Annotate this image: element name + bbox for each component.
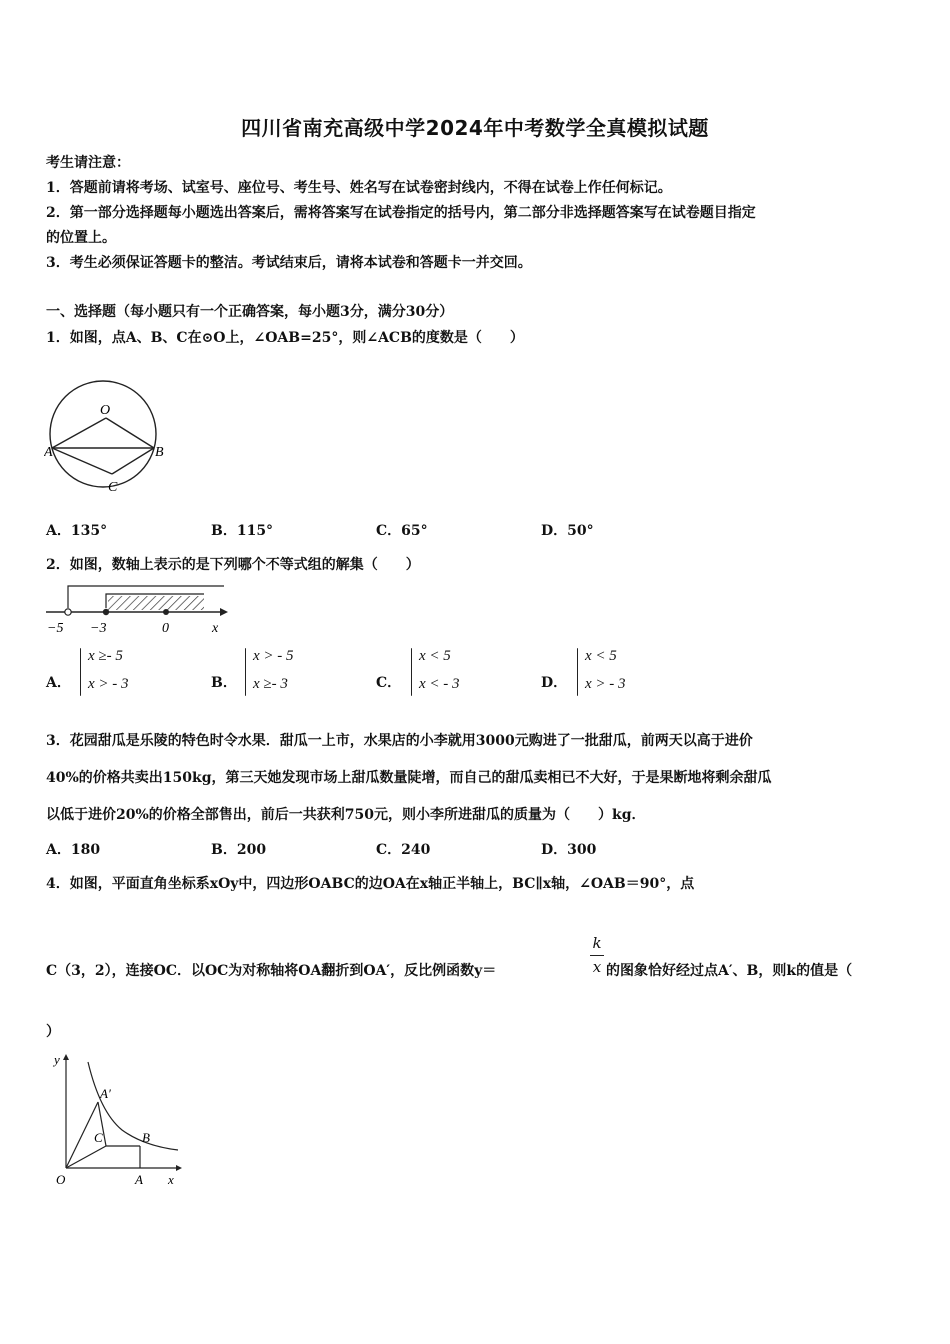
q2-option-a-line2: x > - 3 xyxy=(88,676,129,692)
q2-option-d-line1: x < 5 xyxy=(585,648,617,664)
q2-stem: 2．如图，数轴上表示的是下列哪个不等式组的解集（ ） xyxy=(46,557,420,573)
q2-axis-arrow xyxy=(220,608,228,616)
q4-label-b: B xyxy=(142,1130,150,1145)
q3-option-c: C．240 xyxy=(376,842,431,858)
q3-option-b: B．200 xyxy=(211,842,267,858)
notice-heading: 考生请注意： xyxy=(46,155,130,171)
q2-option-c-letter: C． xyxy=(376,675,402,691)
q3-line-3: 以低于进价20%的价格全部售出，前后一共获利750元，则小李所进甜瓜的质量为（ ）kg． xyxy=(46,807,646,823)
q1-chord-cb xyxy=(112,448,154,474)
q2-option-b-letter: B． xyxy=(211,675,237,691)
notice-item-2: 2．第一部分选择题每小题选出答案后，需将答案写在试卷指定的括号内，第二部分非选择题答案写在试卷题目指定 xyxy=(46,205,756,221)
q2-tick-minus3: −3 xyxy=(90,621,107,636)
q2-option-a-brace xyxy=(80,648,81,696)
q1-option-a: A．135° xyxy=(46,523,108,539)
q3-option-a: A．180 xyxy=(46,842,101,858)
q2-tick-zero: 0 xyxy=(162,621,169,636)
q3-line-2: 40%的价格共卖出150kg，第三天她发现市场上甜瓜数量陡增，而自己的甜瓜卖相已不大好，于是果断地将剩余甜瓜 xyxy=(46,770,772,786)
q2-axis-x-label: x xyxy=(212,621,219,636)
q4-line-2a: C（3，2），连接OC．以OC为对称轴将OA翻折到OA′，反比例函数y＝ xyxy=(46,963,497,979)
q3-line-1: 3．花园甜瓜是乐陵的特色时令水果．甜瓜一上市，水果店的小李就用3000元购进了一批甜瓜，前两天以高于进价 xyxy=(46,733,753,749)
q2-option-d-line2: x > - 3 xyxy=(585,676,626,692)
q4-line-1: 4．如图，平面直角坐标系xOy中，四边形OABC的边OA在x轴正半轴上，BC∥x轴，∠OAB＝90°，点 xyxy=(46,876,695,892)
q4-label-a-prime: A′ xyxy=(100,1086,111,1101)
q4-line-2b: 的图象恰好经过点A′、B，则k的值是（ xyxy=(606,963,853,979)
q4-fraction-numerator: k xyxy=(592,934,602,952)
notice-item-1: 1．答题前请将考场、试室号、座位号、考生号、姓名写在试卷密封线内，不得在试卷上作任何标记。 xyxy=(46,180,672,196)
q4-y-axis-arrow xyxy=(63,1054,69,1060)
q4-coordinate-figure xyxy=(44,1050,184,1190)
q1-label-o: O xyxy=(100,403,111,418)
q2-solution-shading xyxy=(108,596,204,610)
q2-option-b-brace xyxy=(245,648,246,696)
q2-option-d-brace xyxy=(577,648,578,696)
q2-option-a-letter: A． xyxy=(46,675,71,691)
q4-label-c: C xyxy=(94,1130,103,1145)
q4-label-x: x xyxy=(168,1172,174,1187)
q1-circle-figure xyxy=(44,366,172,496)
q3-option-d: D．300 xyxy=(541,842,597,858)
q1-chord-ac xyxy=(52,448,112,474)
q1-option-b: B．115° xyxy=(211,523,274,539)
q2-closed-point xyxy=(103,609,109,615)
q2-number-line xyxy=(44,580,234,636)
section-header: 一、选择题（每小题只有一个正确答案，每小题3分，满分30分） xyxy=(46,304,454,320)
q1-label-a: A xyxy=(44,445,53,460)
q2-zero-point xyxy=(163,609,169,615)
q2-tick-minus5: −5 xyxy=(47,621,64,636)
q2-option-d-letter: D． xyxy=(541,675,568,691)
q2-open-point xyxy=(65,609,71,615)
q2-option-c-line1: x < 5 xyxy=(419,648,451,664)
q1-radius-oa xyxy=(52,418,106,448)
q4-fraction-bar xyxy=(590,955,604,956)
q4-fraction-denominator: x xyxy=(592,958,602,976)
q1-circle xyxy=(50,381,156,487)
q2-option-c-line2: x < - 3 xyxy=(419,676,460,692)
q1-option-c: C．65° xyxy=(376,523,428,539)
q4-label-o: O xyxy=(56,1172,66,1187)
q1-label-b: B xyxy=(155,445,164,460)
q2-option-b-line1: x > - 5 xyxy=(253,648,294,664)
q4-label-a: A xyxy=(135,1172,143,1187)
q1-option-d: D．50° xyxy=(541,523,594,539)
q1-stem: 1．如图，点A、B、C在⊙O上，∠OAB=25°，则∠ACB的度数是（ ） xyxy=(46,330,524,346)
q4-line-3: ） xyxy=(46,1024,60,1040)
q1-label-c: C xyxy=(108,480,118,495)
q1-radius-ob xyxy=(106,418,154,448)
page-title: 四川省南充高级中学2024年中考数学全真模拟试题 xyxy=(241,116,709,140)
q2-option-a-line1: x ≥- 5 xyxy=(88,648,123,664)
q2-option-c-brace xyxy=(411,648,412,696)
notice-item-2-cont: 的位置上。 xyxy=(46,230,116,246)
q4-label-y: y xyxy=(54,1052,60,1067)
notice-item-3: 3．考生必须保证答题卡的整洁。考试结束后，请将本试卷和答题卡一并交回。 xyxy=(46,255,532,271)
q2-option-b-line2: x ≥- 3 xyxy=(253,676,288,692)
q4-x-axis-arrow xyxy=(176,1165,182,1171)
